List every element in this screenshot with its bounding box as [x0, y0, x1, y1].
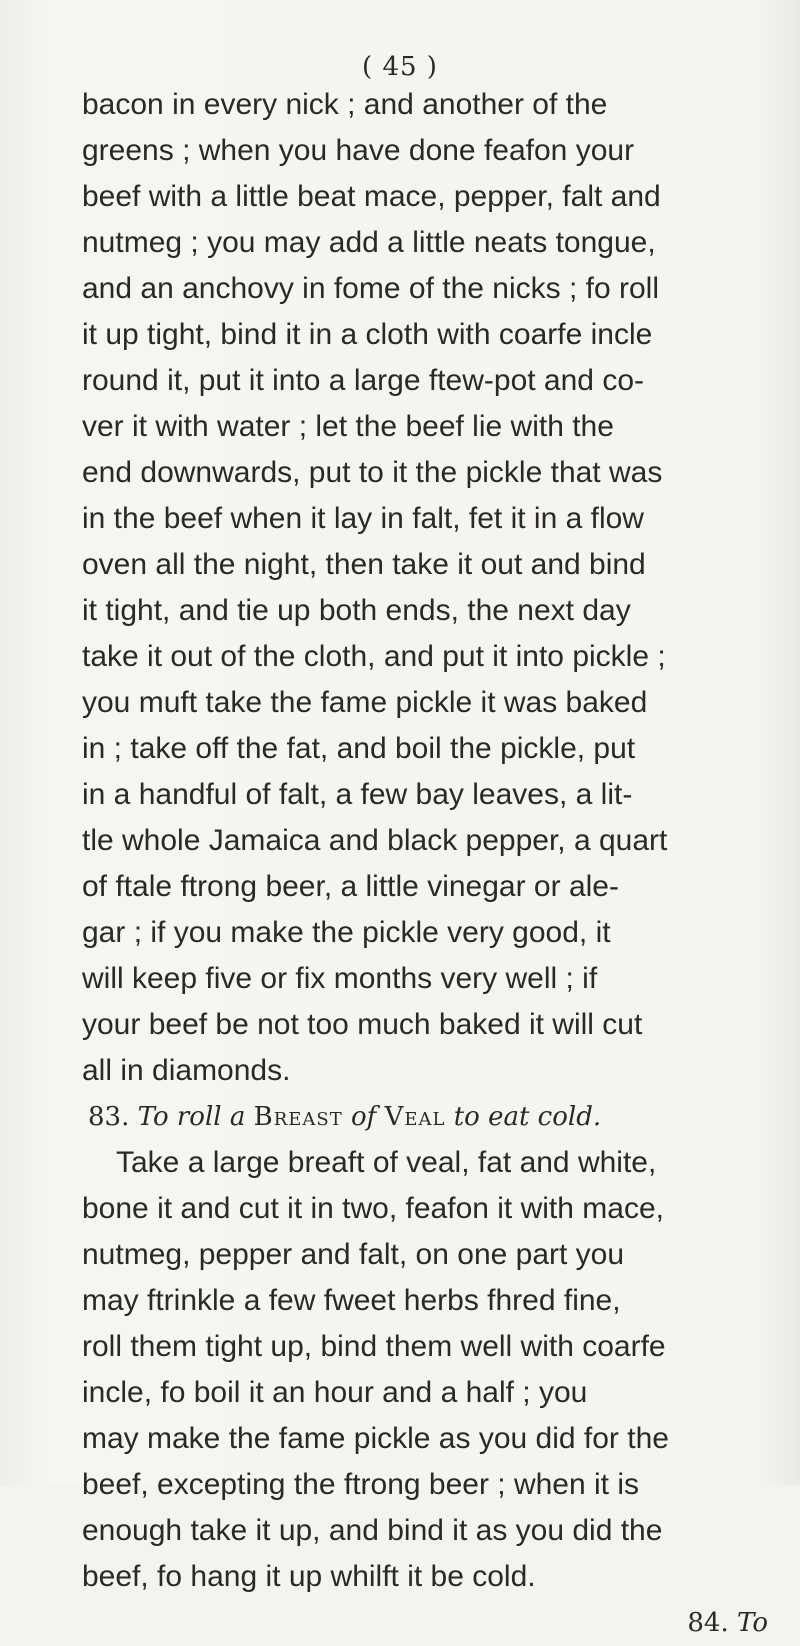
recipe-title-breast: Breast: [253, 1102, 343, 1132]
recipe-title-suffix: to eat cold.: [453, 1102, 602, 1132]
text-line: in ; take off the fat, and boil the pickle, put: [82, 732, 636, 765]
page-body: [82, 82, 782, 1646]
paragraph-veal-recipe: [82, 1140, 782, 1600]
text-line: may make the fame pickle as you did for the: [82, 1422, 669, 1455]
recipe-title-veal: Veal: [384, 1102, 446, 1132]
text-line: it tight, and tie up both ends, the next day: [82, 594, 631, 627]
recipe-title-prefix: To roll a: [137, 1102, 246, 1132]
catchword: [82, 1600, 782, 1646]
text-line: you muft take the fame pickle it was baked: [82, 686, 648, 719]
text-line: your beef be not too much baked it will cut: [82, 1008, 643, 1041]
text-line: round it, put it into a large ftew-pot and co-: [82, 364, 644, 397]
text-line: incle, fo boil it an hour and a half ; you: [82, 1376, 588, 1409]
text-line: nutmeg, pepper and falt, on one part you: [82, 1238, 625, 1271]
text-line: and an anchovy in fome of the nicks ; fo roll: [82, 272, 659, 305]
text-line: take it out of the cloth, and put it into pickle ;: [82, 640, 666, 673]
text-line: tle whole Jamaica and black pepper, a quart: [82, 824, 668, 857]
page-number: ( 45 ): [362, 52, 438, 82]
text-line: ver it with water ; let the beef lie with the: [82, 410, 614, 443]
text-line: bacon in every nick ; and another of the: [82, 88, 608, 121]
recipe-number: 83.: [88, 1102, 130, 1132]
text-line: gar ; if you make the pickle very good, it: [82, 916, 611, 949]
text-line: enough take it up, and bind it as you did the: [82, 1514, 663, 1547]
text-line: greens ; when you have done feafon your: [82, 134, 635, 167]
text-line: in a handful of falt, a few bay leaves, a lit-: [82, 778, 633, 811]
text-line: beef with a little beat mace, pepper, falt and: [82, 180, 661, 213]
text-line: may ftrinkle a few fweet herbs fhred fine,: [82, 1284, 621, 1317]
text-line: Take a large breaft of veal, fat and white,: [116, 1146, 657, 1179]
text-line: nutmeg ; you may add a little neats tongue,: [82, 226, 656, 259]
catchword-number: 84.: [687, 1608, 729, 1638]
recipe-title-of: of: [351, 1102, 377, 1132]
text-line: of ftale ftrong beer, a little vinegar or ale-: [82, 870, 619, 903]
text-line: in the beef when it lay in falt, fet it in a flow: [82, 502, 644, 535]
text-line: it up tight, bind it in a cloth with coarfe incle: [82, 318, 653, 351]
catchword-word: To: [737, 1608, 768, 1638]
text-line: beef, excepting the ftrong beer ; when it is: [82, 1468, 640, 1501]
recipe-heading: [82, 1094, 782, 1140]
text-line: bone it and cut it in two, feafon it with mace,: [82, 1192, 664, 1225]
text-line: all in diamonds.: [82, 1054, 291, 1087]
text-line: end downwards, put to it the pickle that was: [82, 456, 663, 489]
paragraph-bacon-pickle: [82, 82, 782, 1094]
text-line: will keep five or fix months very well ; if: [82, 962, 598, 995]
text-line: oven all the night, then take it out and bind: [82, 548, 646, 581]
text-line: roll them tight up, bind them well with coarfe: [82, 1330, 666, 1363]
text-line: beef, fo hang it up whilft it be cold.: [82, 1560, 536, 1593]
